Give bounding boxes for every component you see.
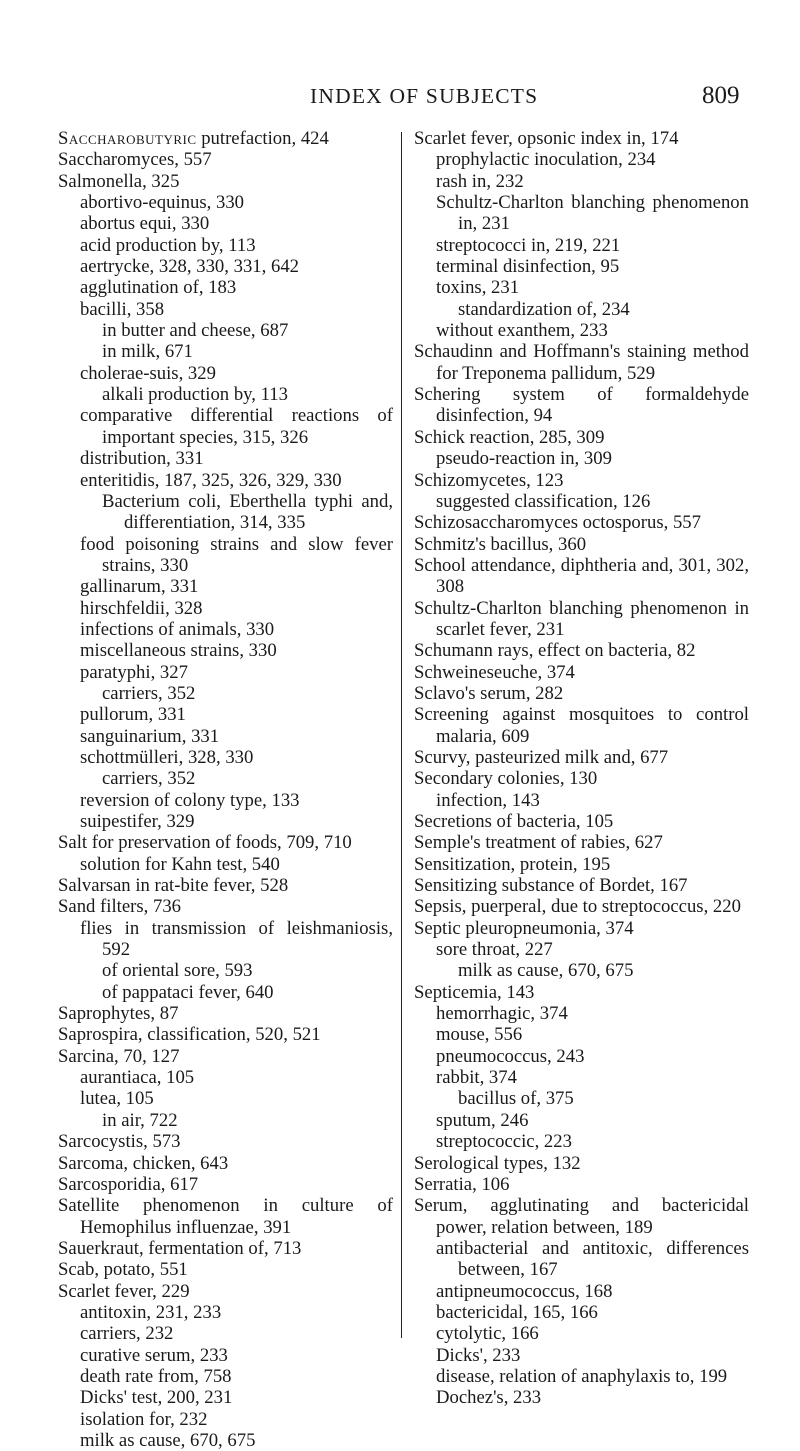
entry-text: Schering system of formaldehyde disinfection, 94 — [414, 384, 749, 427]
entry-text: antibacterial and antitoxic, differences between, 167 — [436, 1237, 749, 1281]
index-entry — [414, 555, 749, 598]
index-subentry — [414, 256, 749, 277]
entry-text: Schultz-Charlton blanching phenomenon in scarlet fever, 231 — [414, 597, 749, 640]
entry-text: prophylactic inoculation, 234 — [436, 149, 656, 171]
entry-text: streptococcic, 223 — [436, 1131, 572, 1153]
page-header — [0, 82, 800, 122]
index-subentry — [414, 1323, 749, 1344]
entry-text: rash in, 232 — [436, 170, 524, 192]
index-subentry — [58, 619, 393, 640]
column-divider — [401, 132, 402, 1338]
index-subentry — [58, 811, 393, 832]
index-subentry — [58, 960, 393, 981]
entry-text: sanguinarium, 331 — [80, 725, 220, 747]
index-entry — [414, 875, 749, 896]
entry-text: pullorum, 331 — [80, 704, 186, 726]
index-entry — [58, 896, 393, 917]
entry-text: Schizomycetes, 123 — [414, 469, 564, 491]
entry-text: acid production by, 113 — [80, 234, 256, 256]
entry-text: comparative differential reactions of important species, 315, 326 — [80, 405, 393, 448]
entry-text: infection, 143 — [436, 789, 540, 811]
entry-text: Scab, potato, 551 — [58, 1259, 188, 1281]
entry-text: toxins, 231 — [436, 277, 520, 299]
entry-text: Serratia, 106 — [414, 1173, 510, 1195]
entry-text: putrefaction, 424 — [196, 128, 329, 149]
index-entry — [414, 384, 749, 427]
entry-text: aurantiaca, 105 — [80, 1067, 195, 1089]
entry-text: in air, 722 — [102, 1109, 178, 1131]
entry-text: Schick reaction, 285, 309 — [414, 426, 605, 448]
entry-text: Schumann rays, effect on bacteria, 82 — [414, 640, 696, 662]
index-entry — [414, 768, 749, 789]
entry-text: Saprophytes, 87 — [58, 1003, 179, 1025]
entry-text: milk as cause, 670, 675 — [458, 960, 634, 982]
index-subentry — [414, 790, 749, 811]
index-entry — [414, 1195, 749, 1238]
index-entry — [414, 747, 749, 768]
index-subentry — [58, 277, 393, 298]
entry-text: Schultz-Charlton blanching phenomenon in, 231 — [436, 192, 749, 235]
entry-text: in butter and cheese, 687 — [102, 320, 289, 342]
entry-text: in milk, 671 — [102, 341, 193, 363]
index-subentry — [414, 277, 749, 298]
index-subentry — [58, 192, 393, 213]
entry-text: Sand filters, 736 — [58, 896, 182, 918]
entry-text: lutea, 105 — [80, 1088, 154, 1110]
entry-text: cytolytic, 166 — [436, 1323, 539, 1345]
entry-text: pseudo-reaction in, 309 — [436, 448, 612, 470]
entry-text: sore throat, 227 — [436, 939, 553, 961]
entry-text: gallinarum, 331 — [80, 576, 199, 598]
entry-text: Bacterium coli, Eberthella typhi and, differentiation, 314, 335 — [102, 490, 393, 534]
entry-text: streptococci in, 219, 221 — [436, 234, 621, 256]
entry-text: of pappataci fever, 640 — [102, 981, 274, 1003]
index-subentry — [58, 683, 393, 704]
entry-text: Schmitz's bacillus, 360 — [414, 533, 587, 555]
entry-text: Saccharomyces, 557 — [58, 149, 212, 171]
index-entry — [414, 832, 749, 853]
entry-text: disease, relation of anaphylaxis to, 199 — [436, 1365, 728, 1387]
running-head: INDEX OF SUBJECTS — [310, 84, 539, 108]
entry-text: hirschfeldii, 328 — [80, 597, 203, 619]
index-entry — [58, 171, 393, 192]
index-subentry — [58, 1323, 393, 1344]
entry-text: Secretions of bacteria, 105 — [414, 811, 614, 832]
entry-text: Serum, agglutinating and bactericidal power, relation between, 189 — [414, 1195, 749, 1238]
entry-text: Sepsis, puerperal, due to streptococcus, 220 — [414, 896, 741, 918]
index-subentry — [414, 1067, 749, 1088]
index-subentry — [58, 1110, 393, 1131]
entry-text: Schweineseuche, 374 — [414, 661, 575, 683]
entry-text: paratyphi, 327 — [80, 661, 188, 683]
entry-text: hemorrhagic, 374 — [436, 1003, 568, 1025]
index-subentry — [58, 384, 393, 405]
index-entry — [414, 598, 749, 641]
entry-text: Schizosaccharomyces octosporus, 557 — [414, 512, 701, 534]
entry-text: Dicks', 233 — [436, 1344, 521, 1366]
index-subentry — [58, 448, 393, 469]
index-subentry — [414, 171, 749, 192]
entry-text: suggested classification, 126 — [436, 490, 651, 512]
index-entry — [414, 1153, 749, 1174]
index-entry — [414, 662, 749, 683]
index-subentry — [58, 726, 393, 747]
index-subentry — [58, 213, 393, 234]
entry-text: Salt for preservation of foods, 709, 710 — [58, 832, 352, 854]
index-subentry — [58, 790, 393, 811]
index-subentry — [414, 1046, 749, 1067]
index-entry — [58, 149, 393, 170]
entry-text: Sarcoma, chicken, 643 — [58, 1152, 229, 1174]
index-subentry — [58, 534, 393, 577]
index-subentry — [58, 1387, 393, 1408]
index-subentry — [414, 960, 749, 981]
index-subentry — [414, 1387, 749, 1408]
index-subentry — [58, 341, 393, 362]
entry-text: aertrycke, 328, 330, 331, 642 — [80, 256, 300, 278]
entry-text: of oriental sore, 593 — [102, 960, 253, 982]
index-subentry — [414, 299, 749, 320]
entry-text: curative serum, 233 — [80, 1344, 228, 1366]
index-subentry — [414, 491, 749, 512]
index-subentry — [414, 1088, 749, 1109]
index-subentry — [58, 405, 393, 448]
index-subentry — [414, 1281, 749, 1302]
index-column-right — [414, 128, 749, 1409]
entry-text: Sensitization, protein, 195 — [414, 853, 611, 875]
index-entry — [58, 832, 393, 853]
index-entry — [414, 1174, 749, 1195]
entry-text: Secondary colonies, 130 — [414, 768, 598, 790]
index-subentry — [414, 1345, 749, 1366]
entry-text: terminal disinfection, 95 — [436, 256, 620, 278]
index-entry — [414, 640, 749, 661]
index-entry — [58, 1153, 393, 1174]
index-subentry — [58, 1345, 393, 1366]
index-entry — [414, 534, 749, 555]
index-subentry — [58, 1067, 393, 1088]
index-entry — [414, 427, 749, 448]
entry-text: miscellaneous strains, 330 — [80, 640, 277, 662]
index-subentry — [58, 768, 393, 789]
entry-text: carriers, 352 — [102, 682, 196, 704]
index-entry — [58, 875, 393, 896]
index-subentry — [414, 1003, 749, 1024]
entry-text: bactericidal, 165, 166 — [436, 1301, 598, 1323]
entry-text: Saprospira, classification, 520, 521 — [58, 1024, 321, 1046]
entry-text: agglutination of, 183 — [80, 277, 237, 299]
entry-text: Salmonella, 325 — [58, 170, 180, 192]
index-entry — [58, 1195, 393, 1238]
index-entry — [58, 1131, 393, 1152]
entry-text: Sarcina, 70, 127 — [58, 1045, 180, 1067]
entry-text: without exanthem, 233 — [436, 320, 608, 342]
entry-text: standardization of, 234 — [458, 298, 630, 320]
entry-text: Sclavo's serum, 282 — [414, 682, 564, 704]
index-entry — [414, 128, 749, 149]
entry-text: Septicemia, 143 — [414, 981, 535, 1003]
entry-text: isolation for, 232 — [80, 1408, 208, 1430]
entry-text: Scurvy, pasteurized milk and, 677 — [414, 746, 669, 768]
index-subentry — [58, 320, 393, 341]
entry-text: Schaudinn and Hoffmann's staining method for Treponema pallidum, 529 — [414, 341, 749, 384]
index-subentry — [414, 1238, 749, 1281]
index-entry — [58, 128, 393, 149]
entry-text: Sensitizing substance of Bordet, 167 — [414, 875, 688, 897]
entry-text: carriers, 352 — [102, 768, 196, 790]
entry-text: infections of animals, 330 — [80, 618, 275, 640]
index-subentry — [414, 235, 749, 256]
index-subentry — [58, 918, 393, 961]
index-subentry — [58, 299, 393, 320]
entry-text: pneumococcus, 243 — [436, 1045, 585, 1067]
entry-text: suipestifer, 329 — [80, 811, 195, 832]
index-subentry — [58, 854, 393, 875]
index-subentry — [58, 470, 393, 491]
index-entry — [58, 1259, 393, 1280]
index-entry — [414, 683, 749, 704]
index-subentry — [414, 149, 749, 170]
entry-text: Satellite phenomenon in culture of Hemophilus influenzae, 391 — [58, 1195, 393, 1238]
entry-text: Semple's treatment of rabies, 627 — [414, 832, 663, 854]
index-entry — [414, 704, 749, 747]
entry-text: mouse, 556 — [436, 1024, 523, 1046]
entry-text: reversion of colony type, 133 — [80, 789, 300, 811]
index-subentry — [58, 235, 393, 256]
entry-text: milk as cause, 670, 675 — [80, 1429, 256, 1451]
index-entry — [414, 512, 749, 533]
index-entry — [58, 1024, 393, 1045]
entry-text: rabbit, 374 — [436, 1067, 517, 1089]
entry-text: food poisoning strains and slow fever strains, 330 — [80, 533, 393, 576]
index-entry — [414, 918, 749, 939]
entry-text: Scarlet fever, opsonic index in, 174 — [414, 128, 679, 149]
entry-text: bacilli, 358 — [80, 298, 165, 320]
entry-text: Dochez's, 233 — [436, 1387, 542, 1409]
index-subentry — [414, 1302, 749, 1323]
index-subentry — [58, 363, 393, 384]
entry-text: alkali production by, 113 — [102, 384, 288, 406]
entry-text: Septic pleuropneumonia, 374 — [414, 917, 634, 939]
index-subentry — [58, 704, 393, 725]
index-column-left — [58, 128, 393, 1451]
index-entry — [58, 1238, 393, 1259]
index-subentry — [58, 576, 393, 597]
index-subentry — [414, 1131, 749, 1152]
index-entry — [414, 854, 749, 875]
index-subentry — [414, 1110, 749, 1131]
index-entry — [414, 470, 749, 491]
page-number: 809 — [702, 82, 740, 109]
entry-text: death rate from, 758 — [80, 1365, 232, 1387]
entry-text: solution for Kahn test, 540 — [80, 853, 280, 875]
entry-text: Salvarsan in rat-bite fever, 528 — [58, 875, 289, 897]
index-subentry — [414, 1024, 749, 1045]
entry-text: bacillus of, 375 — [458, 1088, 574, 1110]
index-entry — [414, 896, 749, 917]
entry-text: carriers, 232 — [80, 1323, 174, 1345]
index-subentry — [58, 640, 393, 661]
index-subentry — [58, 1430, 393, 1451]
entry-text: abortivo-equinus, 330 — [80, 192, 245, 214]
entry-text: Scarlet fever, 229 — [58, 1280, 190, 1302]
entry-text: antipneumococcus, 168 — [436, 1280, 613, 1302]
entry-text: Sarcosporidia, 617 — [58, 1173, 199, 1195]
index-subentry — [58, 1409, 393, 1430]
index-subentry — [414, 939, 749, 960]
index-entry — [414, 982, 749, 1003]
entry-text: Serological types, 132 — [414, 1152, 581, 1174]
index-subentry — [58, 1302, 393, 1323]
entry-lead-word: Saccharobutyric — [58, 128, 197, 149]
index-subentry — [58, 598, 393, 619]
index-subentry — [58, 1366, 393, 1387]
entry-text: cholerae-suis, 329 — [80, 362, 216, 384]
index-entry — [58, 1003, 393, 1024]
index-subentry — [58, 491, 393, 534]
entry-text: Sarcocystis, 573 — [58, 1131, 181, 1153]
index-entry — [414, 811, 749, 832]
index-subentry — [414, 448, 749, 469]
entry-text: sputum, 246 — [436, 1109, 529, 1131]
entry-text: distribution, 331 — [80, 448, 204, 470]
index-entry — [58, 1046, 393, 1067]
entry-text: Sauerkraut, fermentation of, 713 — [58, 1237, 302, 1259]
entry-text: School attendance, diphtheria and, 301, 302, 308 — [414, 554, 749, 598]
index-subentry — [58, 662, 393, 683]
index-subentry — [414, 320, 749, 341]
entry-text: Screening against mosquitoes to control malaria, 609 — [414, 704, 749, 747]
entry-text: flies in transmission of leishmaniosis, 592 — [80, 917, 393, 961]
index-subentry — [58, 256, 393, 277]
index-subentry — [414, 192, 749, 235]
entry-text: antitoxin, 231, 233 — [80, 1301, 222, 1323]
index-subentry — [58, 747, 393, 768]
entry-text: abortus equi, 330 — [80, 213, 210, 235]
index-subentry — [414, 1366, 749, 1387]
index-entry — [414, 341, 749, 384]
entry-text: enteritidis, 187, 325, 326, 329, 330 — [80, 469, 342, 491]
entry-text: schottmülleri, 328, 330 — [80, 746, 254, 768]
index-subentry — [58, 1088, 393, 1109]
index-entry — [58, 1174, 393, 1195]
index-subentry — [58, 982, 393, 1003]
entry-text: Dicks' test, 200, 231 — [80, 1387, 233, 1409]
index-entry — [58, 1281, 393, 1302]
